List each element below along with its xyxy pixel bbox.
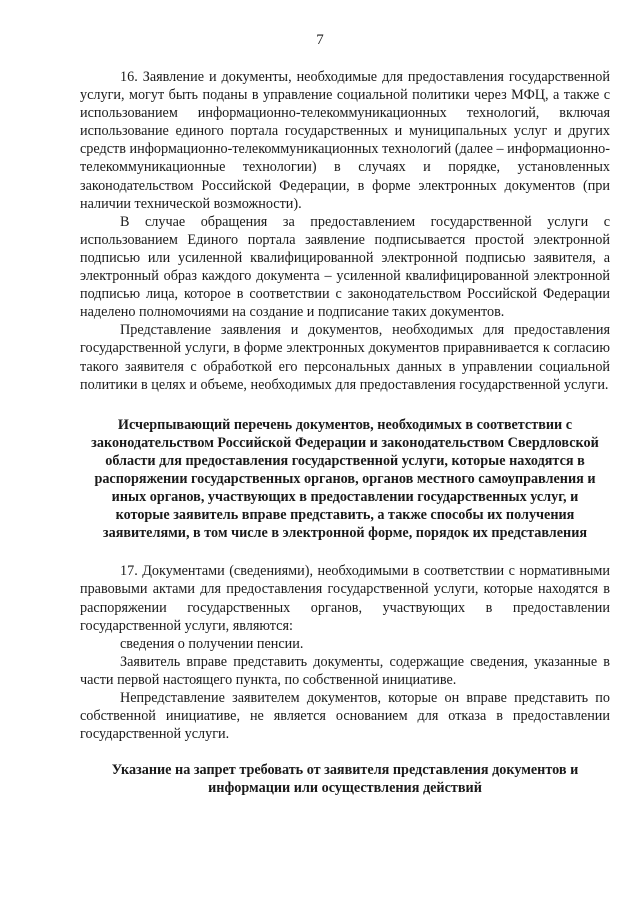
section-16-paragraph-3: Представление заявления и документов, необходимых для предоставления государственной услуги, в форме электронных документов приравнивается к согласию такого заявителя с обработкой его персональных данных в управлении социальной политики в целях и объеме, необходимых для предоставления государственной услуги. [80,322,610,393]
section-heading-prohibition: Указание на запрет требовать от заявителя представления документов и информации или осуществления действий [111,762,579,797]
section-16-paragraph-1: 16. Заявление и документы, необходимые для предоставления государственной услуги, могут быть поданы в управление социальной политики через МФЦ, а также с использованием информационно-телекоммуникационных технологий, включая использование единого портала государственных и муниципальных услуг и других средств информационно-телекоммуникационных технологий (далее – информационно-телекоммуникационные технологии) в случаях и порядке, установленных законодательством Российской Федерации, в форме электронных документов (при наличии технической возможности). [80,69,610,212]
section-16-paragraph-2: В случае обращения за предоставлением государственной услуги с использованием Единого портала заявление подписывается простой электронной подписью или усиленной квалифицированной электронной подписью заявителя, а электронный образ каждого документа – усиленной квалифицированной электронной подписью лица, которое в соответствии с законодательством Российской Федерации наделено полномочиями на создание и подписание таких документов. [80,213,610,321]
page-number: 7 [316,32,324,48]
section-17-paragraph-1: 17. Документами (сведениями), необходимыми в соответствии с нормативными правовыми актами для предоставления государственной услуги, которые находятся в распоряжении государственных органов, участвующих в предоставлении государственной услуги, являются: [80,563,610,634]
document-body [80,68,610,797]
section-17-paragraph-2: сведения о получении пенсии. [120,635,304,652]
section-17-paragraph-3: Заявитель вправе представить документы, содержащие сведения, указанные в части первой настоящего пункта, по собственной инициативе. [80,653,610,688]
section-heading-documents-list: Исчерпывающий перечень документов, необходимых в соответствии с законодательством Российской Федерации и законодательством Свердловской области для предоставления государственной услуги, которые находятся в распоряжении государственных органов, органов местного самоуправления и иных органов, участвующих в предоставлении государственных услуг, и которые заявитель вправе представить, а также способы их получения заявителями, в том числе в электронной форме, порядок их представления [91,416,599,542]
section-17-paragraph-4: Непредставление заявителем документов, которые он вправе представить по собственной инициативе, не является основанием для отказа в предоставлении государственной услуги. [80,690,610,743]
